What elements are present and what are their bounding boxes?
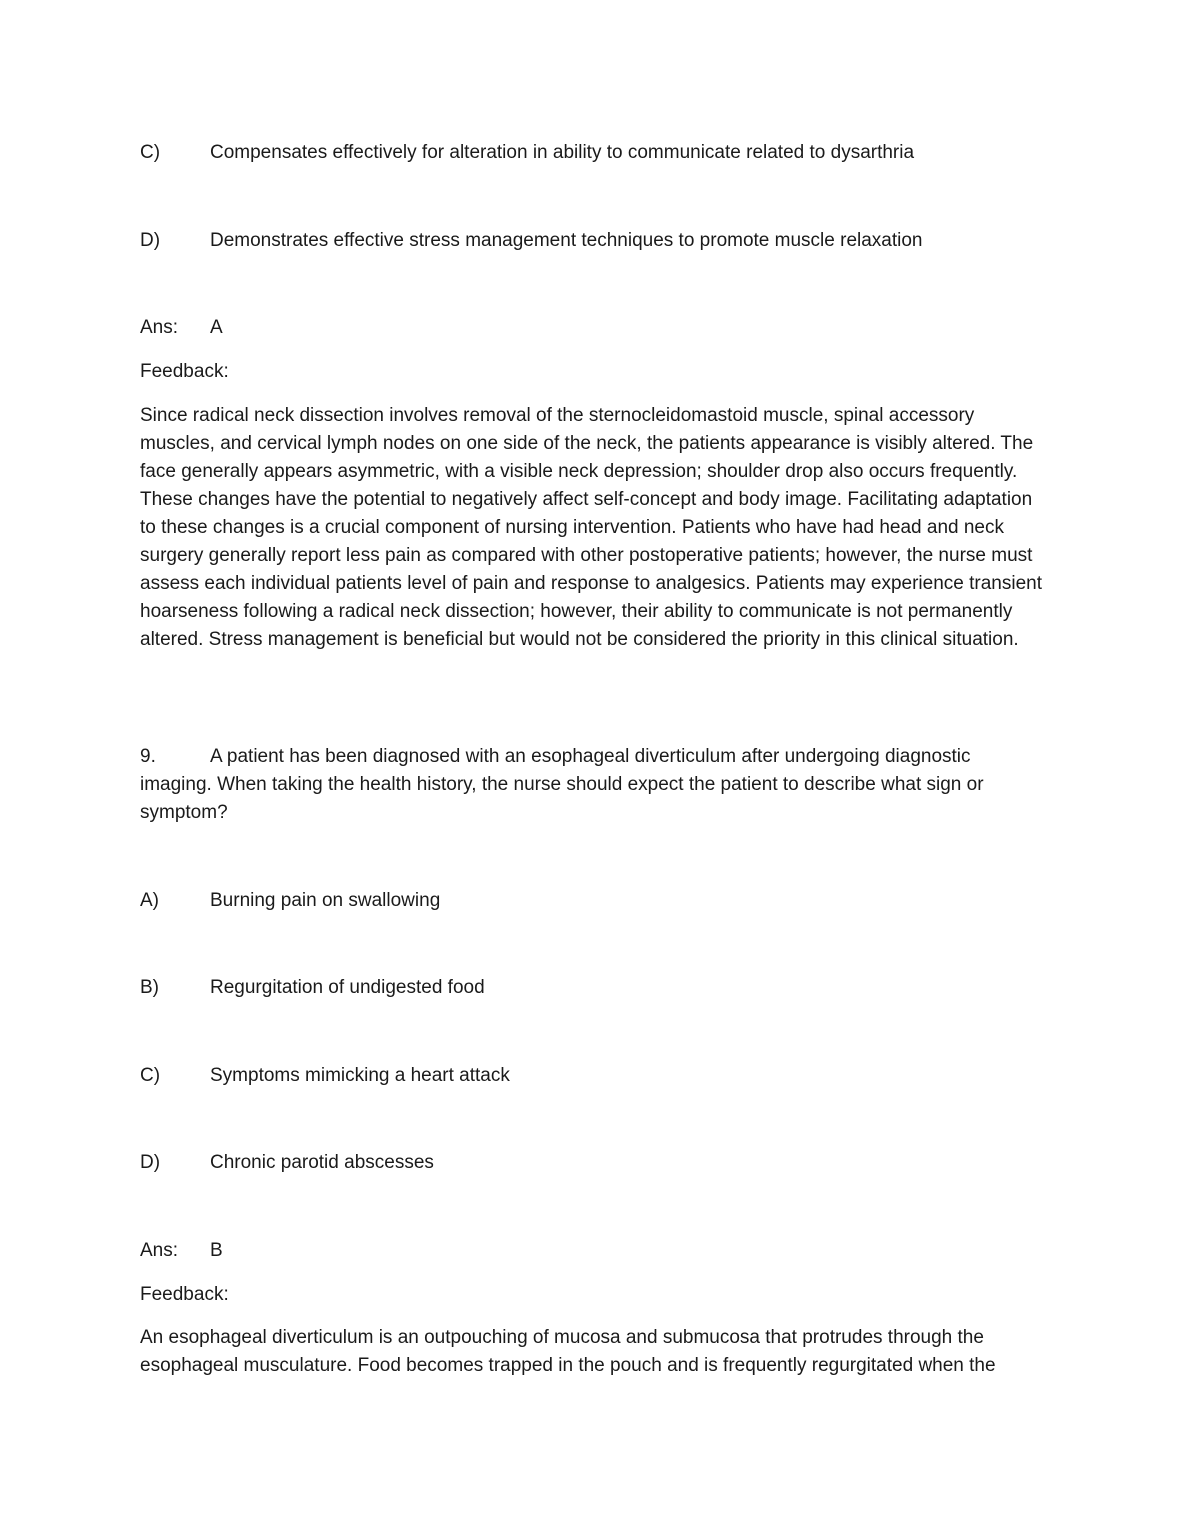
option-text: Demonstrates effective stress management techniques to promote muscle relaxation	[210, 230, 923, 251]
option-text: Chronic parotid abscesses	[210, 1152, 434, 1173]
option-row	[140, 1062, 510, 1090]
question-text: A patient has been diagnosed with an esophageal diverticulum after undergoing diagnostic imaging. When taking the health history, the nurse should expect the patient to describe what sign or symptom?	[140, 746, 984, 823]
option-letter: D)	[140, 230, 161, 251]
option-letter: D)	[140, 1152, 161, 1173]
feedback-text: Since radical neck dissection involves removal of the sternocleidomastoid muscle, spinal accessory muscles, and cervical lymph nodes on one side of the neck, the patients appearance is visibly altered. The face generally appears asymmetric, with a visible neck depression; shoulder drop also occurs frequently. These changes have the potential to negatively affect self-concept and body image. Facilitating adaptation to these changes is a crucial component of nursing intervention. Patients who have had head and neck surgery generally report less pain as compared with other postoperative patients; however, the nurse must assess each individual patients level of pain and response to analgesics. Patients may experience transient hoarseness following a radical neck dissection; however, their ability to communicate is not permanently altered. Stress management is beneficial but would not be considered the priority in this clinical situation.	[140, 405, 1042, 650]
option-text: Regurgitation of undigested food	[210, 977, 485, 998]
option-row	[140, 1149, 434, 1177]
option-row	[140, 227, 923, 255]
option-text: Burning pain on swallowing	[210, 890, 441, 911]
feedback-text: An esophageal diverticulum is an outpouching of mucosa and submucosa that protrudes through the esophageal musculature. Food becomes trapped in the pouch and is frequently regurgitated when the	[140, 1327, 996, 1376]
option-text: Compensates effectively for alteration in ability to communicate related to dysarthria	[210, 142, 915, 163]
option-letter: A)	[140, 890, 159, 911]
option-row	[140, 887, 440, 915]
question-stem	[140, 743, 1040, 827]
option-row	[140, 974, 485, 1002]
option-text: Symptoms mimicking a heart attack	[210, 1065, 510, 1086]
feedback-label: Feedback:	[140, 361, 229, 382]
answer-row	[140, 314, 223, 342]
question-number: 9.	[140, 746, 156, 767]
feedback-label: Feedback:	[140, 1284, 229, 1305]
answer-label: Ans:	[140, 1240, 179, 1261]
option-letter: C)	[140, 142, 161, 163]
answer-label: Ans:	[140, 317, 179, 338]
answer-row	[140, 1237, 223, 1265]
answer-value: B	[210, 1240, 223, 1261]
option-row	[140, 139, 914, 167]
option-letter: C)	[140, 1065, 161, 1086]
option-letter: B)	[140, 977, 159, 998]
answer-value: A	[210, 317, 223, 338]
